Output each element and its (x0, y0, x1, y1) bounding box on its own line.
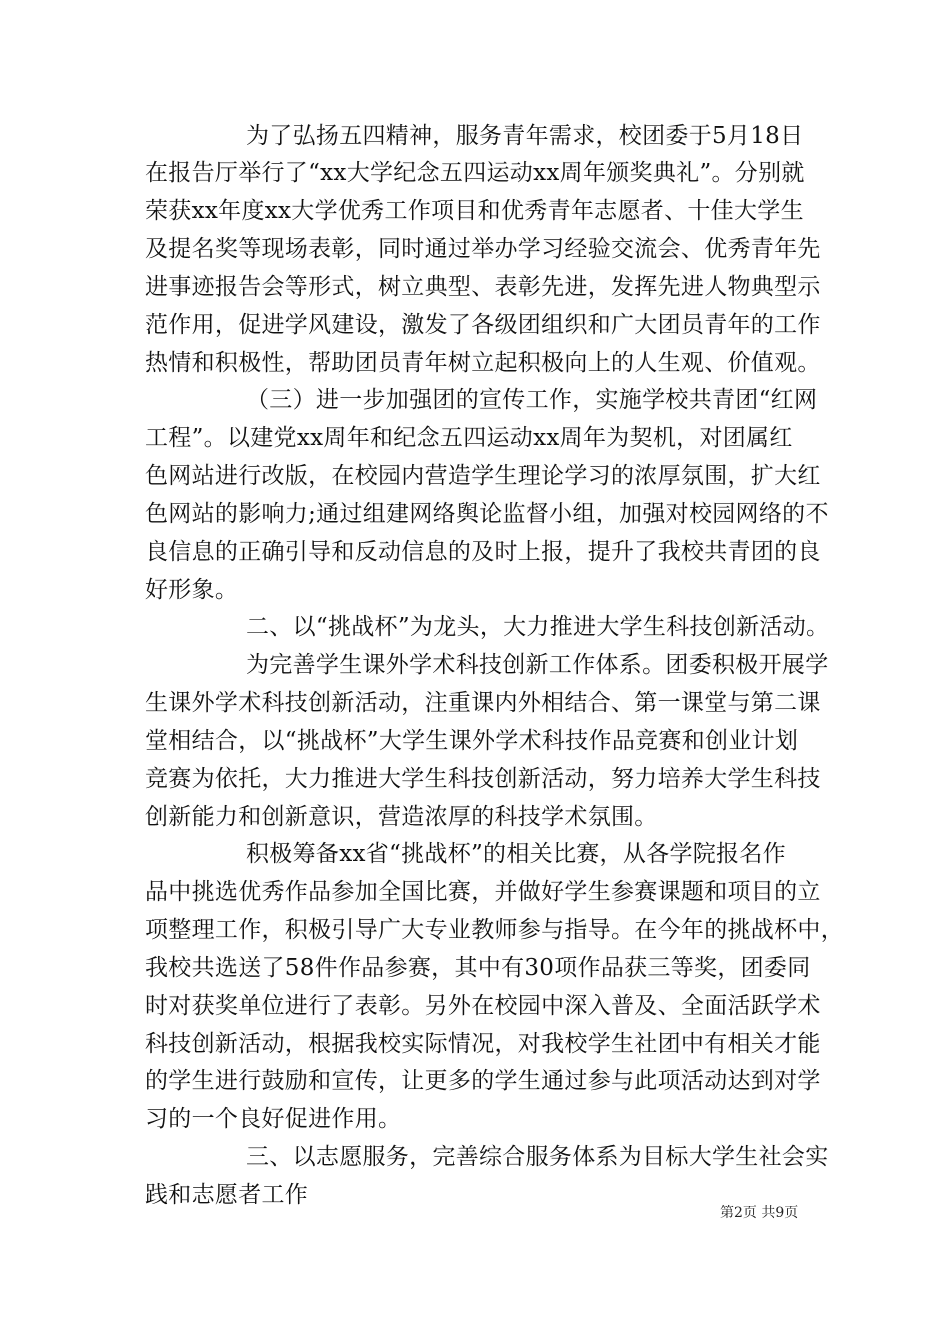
text-line: 为了弘扬五四精神，服务青年需求，校团委于5月18日 (246, 123, 804, 149)
page-number: 第2页 共9页 (720, 1205, 799, 1221)
text-line: 荣获xx年度xx大学优秀工作项目和优秀青年志愿者、十佳大学生 (145, 198, 804, 224)
text-line: 时对获奖单位进行了表彰。另外在校园中深入普及、全面活跃学术 (145, 993, 821, 1019)
text-line: 进事迹报告会等形式，树立典型、表彰先进，发挥先进人物典型示 (145, 274, 821, 300)
text-line: 为完善学生课外学术科技创新工作体系。团委积极开展学 (246, 652, 829, 678)
text-line: 生课外学术科技创新活动，注重课内外相结合、第一课堂与第二课 (145, 690, 821, 716)
text-line: 品中挑选优秀作品参加全国比赛，并做好学生参赛课题和项目的立 (145, 879, 821, 905)
text-line: 在报告厅举行了“xx大学纪念五四运动xx周年颁奖典礼”。分别就 (145, 160, 805, 186)
text-line: 践和志愿者工作 (145, 1182, 309, 1208)
text-line: 色网站进行改版，在校园内营造学生理论学习的浓厚氛围，扩大红 (145, 463, 821, 489)
text-line: 及提名奖等现场表彰，同时通过举办学习经验交流会、优秀青年先 (145, 236, 821, 262)
text-line: 创新能力和创新意识，营造浓厚的科技学术氛围。 (145, 804, 658, 830)
text-line: 好形象。 (145, 577, 239, 603)
text-line: 堂相结合，以“挑战杯”大学生课外学术科技作品竞赛和创业计划 (145, 728, 799, 754)
text-line: 工程”。以建党xx周年和纪念五四运动xx周年为契机，对团属红 (145, 425, 793, 451)
text-line: 竞赛为依托，大力推进大学生科技创新活动，努力培养大学生科技 (145, 766, 821, 792)
text-line: 习的一个良好促进作用。 (145, 1106, 402, 1132)
text-line: 积极筹备xx省“挑战杯”的相关比赛，从各学院报名作 (246, 841, 786, 867)
section-heading: 三、以志愿服务，完善综合服务体系为目标大学生社会实 (246, 1144, 829, 1170)
text-line: 我校共选送了58件作品参赛，其中有30项作品获三等奖，团委同 (145, 955, 811, 981)
section-heading: 二、以“挑战杯”为龙头，大力推进大学生科技创新活动。 (246, 614, 830, 640)
text-line: 色网站的影响力;通过组建网络舆论监督小组，加强对校园网络的不 (145, 501, 829, 527)
text-line: 的学生进行鼓励和宣传，让更多的学生通过参与此项活动达到对学 (145, 1068, 821, 1094)
text-line: 良信息的正确引导和反动信息的及时上报，提升了我校共青团的良 (145, 539, 821, 565)
text-line: 热情和积极性，帮助团员青年树立起积极向上的人生观、价值观。 (145, 350, 821, 376)
text-line: 项整理工作，积极引导广大专业教师参与指导。在今年的挑战杯中， (145, 917, 844, 943)
text-line: （三）进一步加强团的宣传工作，实施学校共青团“红网 (246, 387, 818, 413)
text-line: 范作用，促进学风建设，激发了各级团组织和广大团员青年的工作 (145, 312, 821, 338)
text-line: 科技创新活动，根据我校实际情况，对我校学生社团中有相关才能 (145, 1031, 821, 1057)
